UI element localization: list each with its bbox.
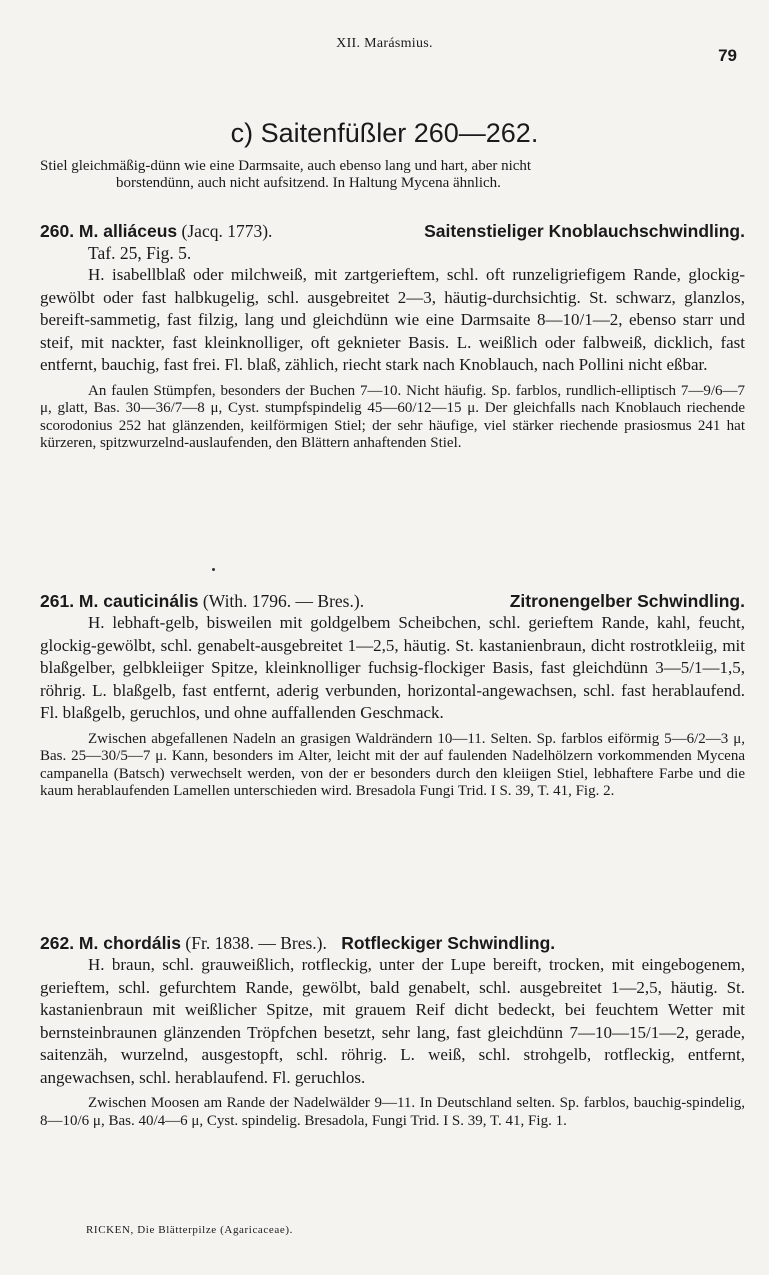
note-text: An faulen Stümpfen, besonders der Buchen 7—10. Nicht häufig. Sp. farblos, rundlich-elliptisch 7—9/6—7 μ, glatt, Bas. 30—36/7—8 μ, Cyst. stumpfspindelig 45—60/12—15 μ. Der gleichfalls nach Knoblauch riechende scorodonius 252 hat glänzenden, keilförmigen Stiel; der sehr häufige, viel stärker riechende prasiosmus 241 hat kürzeren, spitzwurzelnd-auslaufenden, den Blättern anhaftenden Stiel. <box>40 382 745 452</box>
page-number: 79 <box>718 46 737 65</box>
description-text: H. lebhaft-gelb, bisweilen mit goldgelbem Scheibchen, schl. gerieftem Rande, kahl, feucht, glockig-gewölbt, schl. genabelt-ausgebreitet 1—2,5, häutig. St. kastanienbraun, dicht rostrotkleiig, mit blaßgelber, gelbkleiiger Spitze, kleinknolliger fuchsig-flockiger Basis, fast gleichdünn 3—5/1—1,5, röhrig. L. blaßgelb, fast entfernt, aderig verbunden, horizontal-angewachsen, schl. fast herablaufend. Fl. blaßgelb, geruchlos, und ohne auffallenden Geschmack. <box>40 613 745 722</box>
authority: (With. 1796. — Bres.). <box>198 591 365 611</box>
note-text: Zwischen Moosen am Rande der Nadelwälder 9—11. In Deutschland selten. Sp. farblos, bauchig-spindelig, 8—10/6 μ, Bas. 40/4—6 μ, Cyst. spindelig. Bresadola, Fungi Trid. I S. 39, T. 41, Fig. 1. <box>40 1095 745 1129</box>
section-intro <box>40 158 745 192</box>
note-text: Zwischen abgefallenen Nadeln an grasigen Waldrändern 10—11. Selten. Sp. farblos eiförmig 5—6/2—3 μ, Bas. 25—30/5—7 μ. Kann, besonders im Alter, leicht mit der auf faulenden Nadelhölzern vorkommenden Mycena campanella (Batsch) verwechselt werden, von der er besonders durch den kleiigen Stiel, lebhaftere Farbe und die kaum herablaufenden Lamellen unterschieden wird. Bresadola Fungi Trid. I S. 39, T. 41, Fig. 2. <box>40 730 745 800</box>
running-head: XII. Marásmius. <box>336 36 433 51</box>
note <box>40 383 745 453</box>
common-name: Zitronengelber Schwindling. <box>509 591 745 611</box>
entry-261 <box>40 590 745 801</box>
note <box>40 731 745 801</box>
common-name: Rotfleckiger Schwindling. <box>341 933 556 953</box>
description <box>40 264 745 377</box>
entry-262 <box>40 932 745 1130</box>
description <box>40 612 745 725</box>
entry-260 <box>40 220 745 453</box>
authority: (Jacq. 1773). <box>177 221 273 241</box>
description <box>40 954 745 1089</box>
plate-ref: Taf. 25, Fig. 5. <box>88 243 192 263</box>
section-title: c) Saitenfüßler 260—262. <box>230 118 539 148</box>
species-name: 261. M. cauticinális <box>40 591 199 611</box>
entry-heading <box>40 590 745 612</box>
entry-heading <box>40 932 745 954</box>
footer-signature: RICKEN, Die Blätterpilze (Agaricaceae). <box>86 1224 293 1236</box>
species-name: 260. M. alliáceus <box>40 221 178 241</box>
common-name: Saitenstieliger Knoblauchschwindling. <box>424 221 745 241</box>
description-text: H. isabellblaß oder milchweiß, mit zartgerieftem, schl. oft runzeligriefigem Rande, glockig-gewölbt oder fast halbkugelig, schl. ausgebreitet 2—3, häutig-durchsichtig. St. schwarz, glanzlos, bereift-sammetig, fast filzig, lang und gleichdünn wie eine Darmsaite 8—10/1—2, ebenso starr und steif, mit nackter, fast kleinknolliger, oft geknieter Basis. L. weißlich oder falbweiß, dicklich, fast entfernt, bauchig, fast frei. Fl. blaß, zählich, riecht stark nach Knoblauch, nach Pollini nicht eßbar. <box>40 265 745 374</box>
entry-heading <box>40 220 745 264</box>
intro-line-2: borstendünn, auch nicht aufsitzend. In Haltung Mycena ähnlich. <box>116 175 501 191</box>
authority: (Fr. 1838. — Bres.). <box>181 933 327 953</box>
species-name: 262. M. chordális <box>40 933 182 953</box>
ornament-dot <box>212 568 215 571</box>
intro-line-1: Stiel gleichmäßig-dünn wie eine Darmsaite, auch ebenso lang und hart, aber nicht <box>40 158 532 174</box>
description-text: H. braun, schl. grauweißlich, rotfleckig, unter der Lupe bereift, trocken, mit eingebogenem, gerieftem, schl. gefurchtem Rande, gewölbt, bald genabelt, schl. ausgebreitet 1—2,5, häutig. St. kastanienbraun mit weißlicher Spitze, mit grauem Reif dicht bedeckt, bei feuchtem Wetter mit bernsteinbraunen glänzenden Tröpfchen besetzt, sehr lang, fast gleichdünn 7—10—15/1—2, gerade, saitenzäh, wurzelnd, ausgestopft, schl. röhrig. L. weiß, schl. strohgelb, rotfleckig, entfernt, angewachsen, schl. herablaufend. Fl. geruchlos. <box>40 955 745 1087</box>
note <box>40 1095 745 1130</box>
